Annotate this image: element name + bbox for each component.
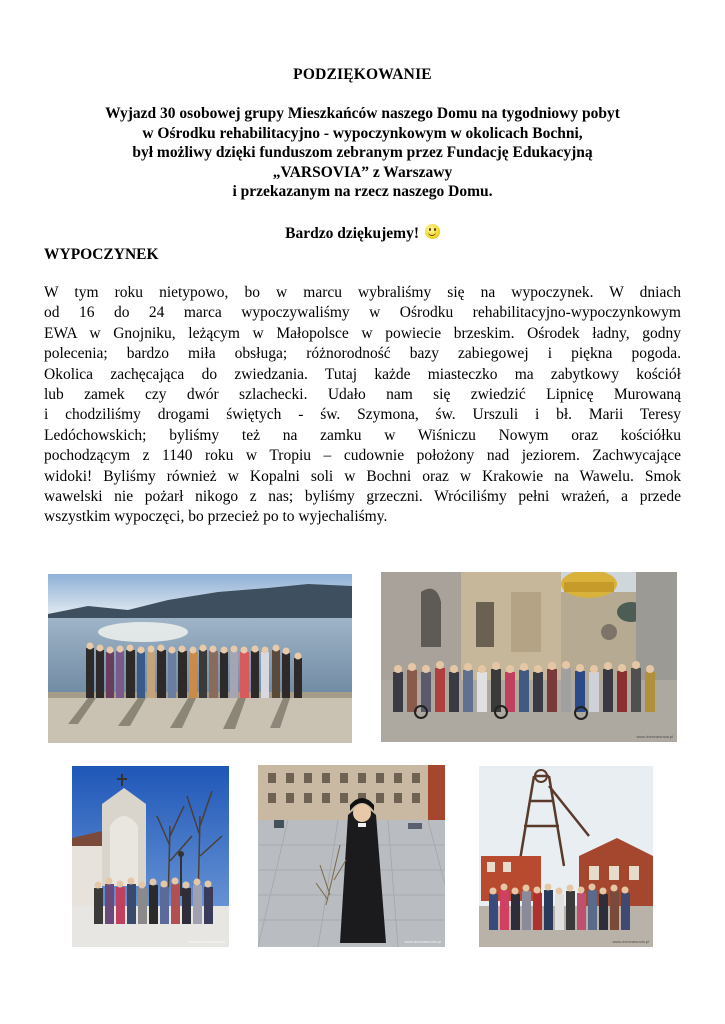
body-line: W tym roku nietypowo, bo w marcu wybraliśmy się na wypoczynek. W dniach <box>44 284 681 301</box>
photo-church-group <box>72 766 229 947</box>
section-heading: WYPOCZYNEK <box>44 246 159 263</box>
thanks-text: Bardzo dziękujemy! <box>285 225 419 242</box>
photo-lake-group <box>48 574 352 743</box>
church-scene-image <box>72 766 229 947</box>
body-line: Ledóchowskich; byliśmy też na zamku w Wiśniczu Nowym oraz kościółku <box>44 426 681 444</box>
body-line: wawelski nie pożarł nikogo z nas; byliśmy grzeczni. Wróciliśmy pełni wrażeń, a przede <box>44 487 681 505</box>
page-title: PODZIĘKOWANIE <box>293 66 432 83</box>
square-scene-image <box>258 765 445 947</box>
thanks-line <box>0 224 725 243</box>
photo-credit: www.domvarsovia.pl <box>636 734 673 739</box>
body-line: Okolica zachęcająca do zwiedzania. Tutaj każde miasteczko ma zabytkowy kościół <box>44 365 681 383</box>
body-line: pochodzącym z 1140 roku w Tropiu – cudownie położony nad jeziorem. Zachwycające <box>44 447 681 465</box>
intro-line: był możliwy dzięki funduszom zebranym przez Fundację Edukacyjną <box>132 144 593 161</box>
body-line: i chodziliśmy drogami świętych - św. Szymona, św. Urszuli i bł. Marii Teresy <box>44 406 681 424</box>
body-line: polecenia; bardzo miła obsługa; różnorodność bazy zabiegowej i piękna pogoda. <box>44 345 681 363</box>
body-line: widoki! Byliśmy również w Kopalni soli w Bochni oraz w Krakowie na Wawelu. Smok <box>44 467 681 485</box>
lake-scene-image <box>48 574 352 743</box>
photo-salt-mine-group <box>479 766 653 947</box>
body-paragraph <box>44 283 681 528</box>
photo-wawel-group <box>381 572 677 742</box>
intro-paragraph <box>40 104 685 202</box>
intro-line: w Ośrodku rehabilitacyjno - wypoczynkowym w okolicach Bochni, <box>142 124 583 142</box>
intro-line: Wyjazd 30 osobowej grupy Mieszkańców naszego Domu na tygodniowy pobyt <box>105 105 620 122</box>
salt-mine-scene-image <box>479 766 653 947</box>
photo-credit: www.domvarsovia.pl <box>404 939 441 944</box>
body-line: od 16 do 24 marca wypoczywaliśmy w Ośrodku rehabilitacyjno-wypoczynkowym <box>44 304 681 322</box>
photo-credit: www.domvarsovia.pl <box>612 939 649 944</box>
intro-line: „VARSOVIA” z Warszawy <box>272 163 453 181</box>
body-line: EWA w Gnojniku, leżącym w Małopolsce w powiecie brzeskim. Ośrodek ładny, godny <box>44 324 681 342</box>
intro-line: i przekazanym na rzecz naszego Domu. <box>232 183 493 200</box>
body-line: wszystkim wypoczęci, bo przecież po to wyjechaliśmy. <box>44 508 388 526</box>
smiley-icon <box>425 224 440 239</box>
photo-nun-square <box>258 765 445 947</box>
wawel-scene-image <box>381 572 677 742</box>
photo-credit: www.domvarsovia.pl <box>188 939 225 944</box>
body-line: lub zamek czy dwór szlachecki. Udało nam się zwiedzić Lipnicę Murowaną <box>44 385 681 403</box>
